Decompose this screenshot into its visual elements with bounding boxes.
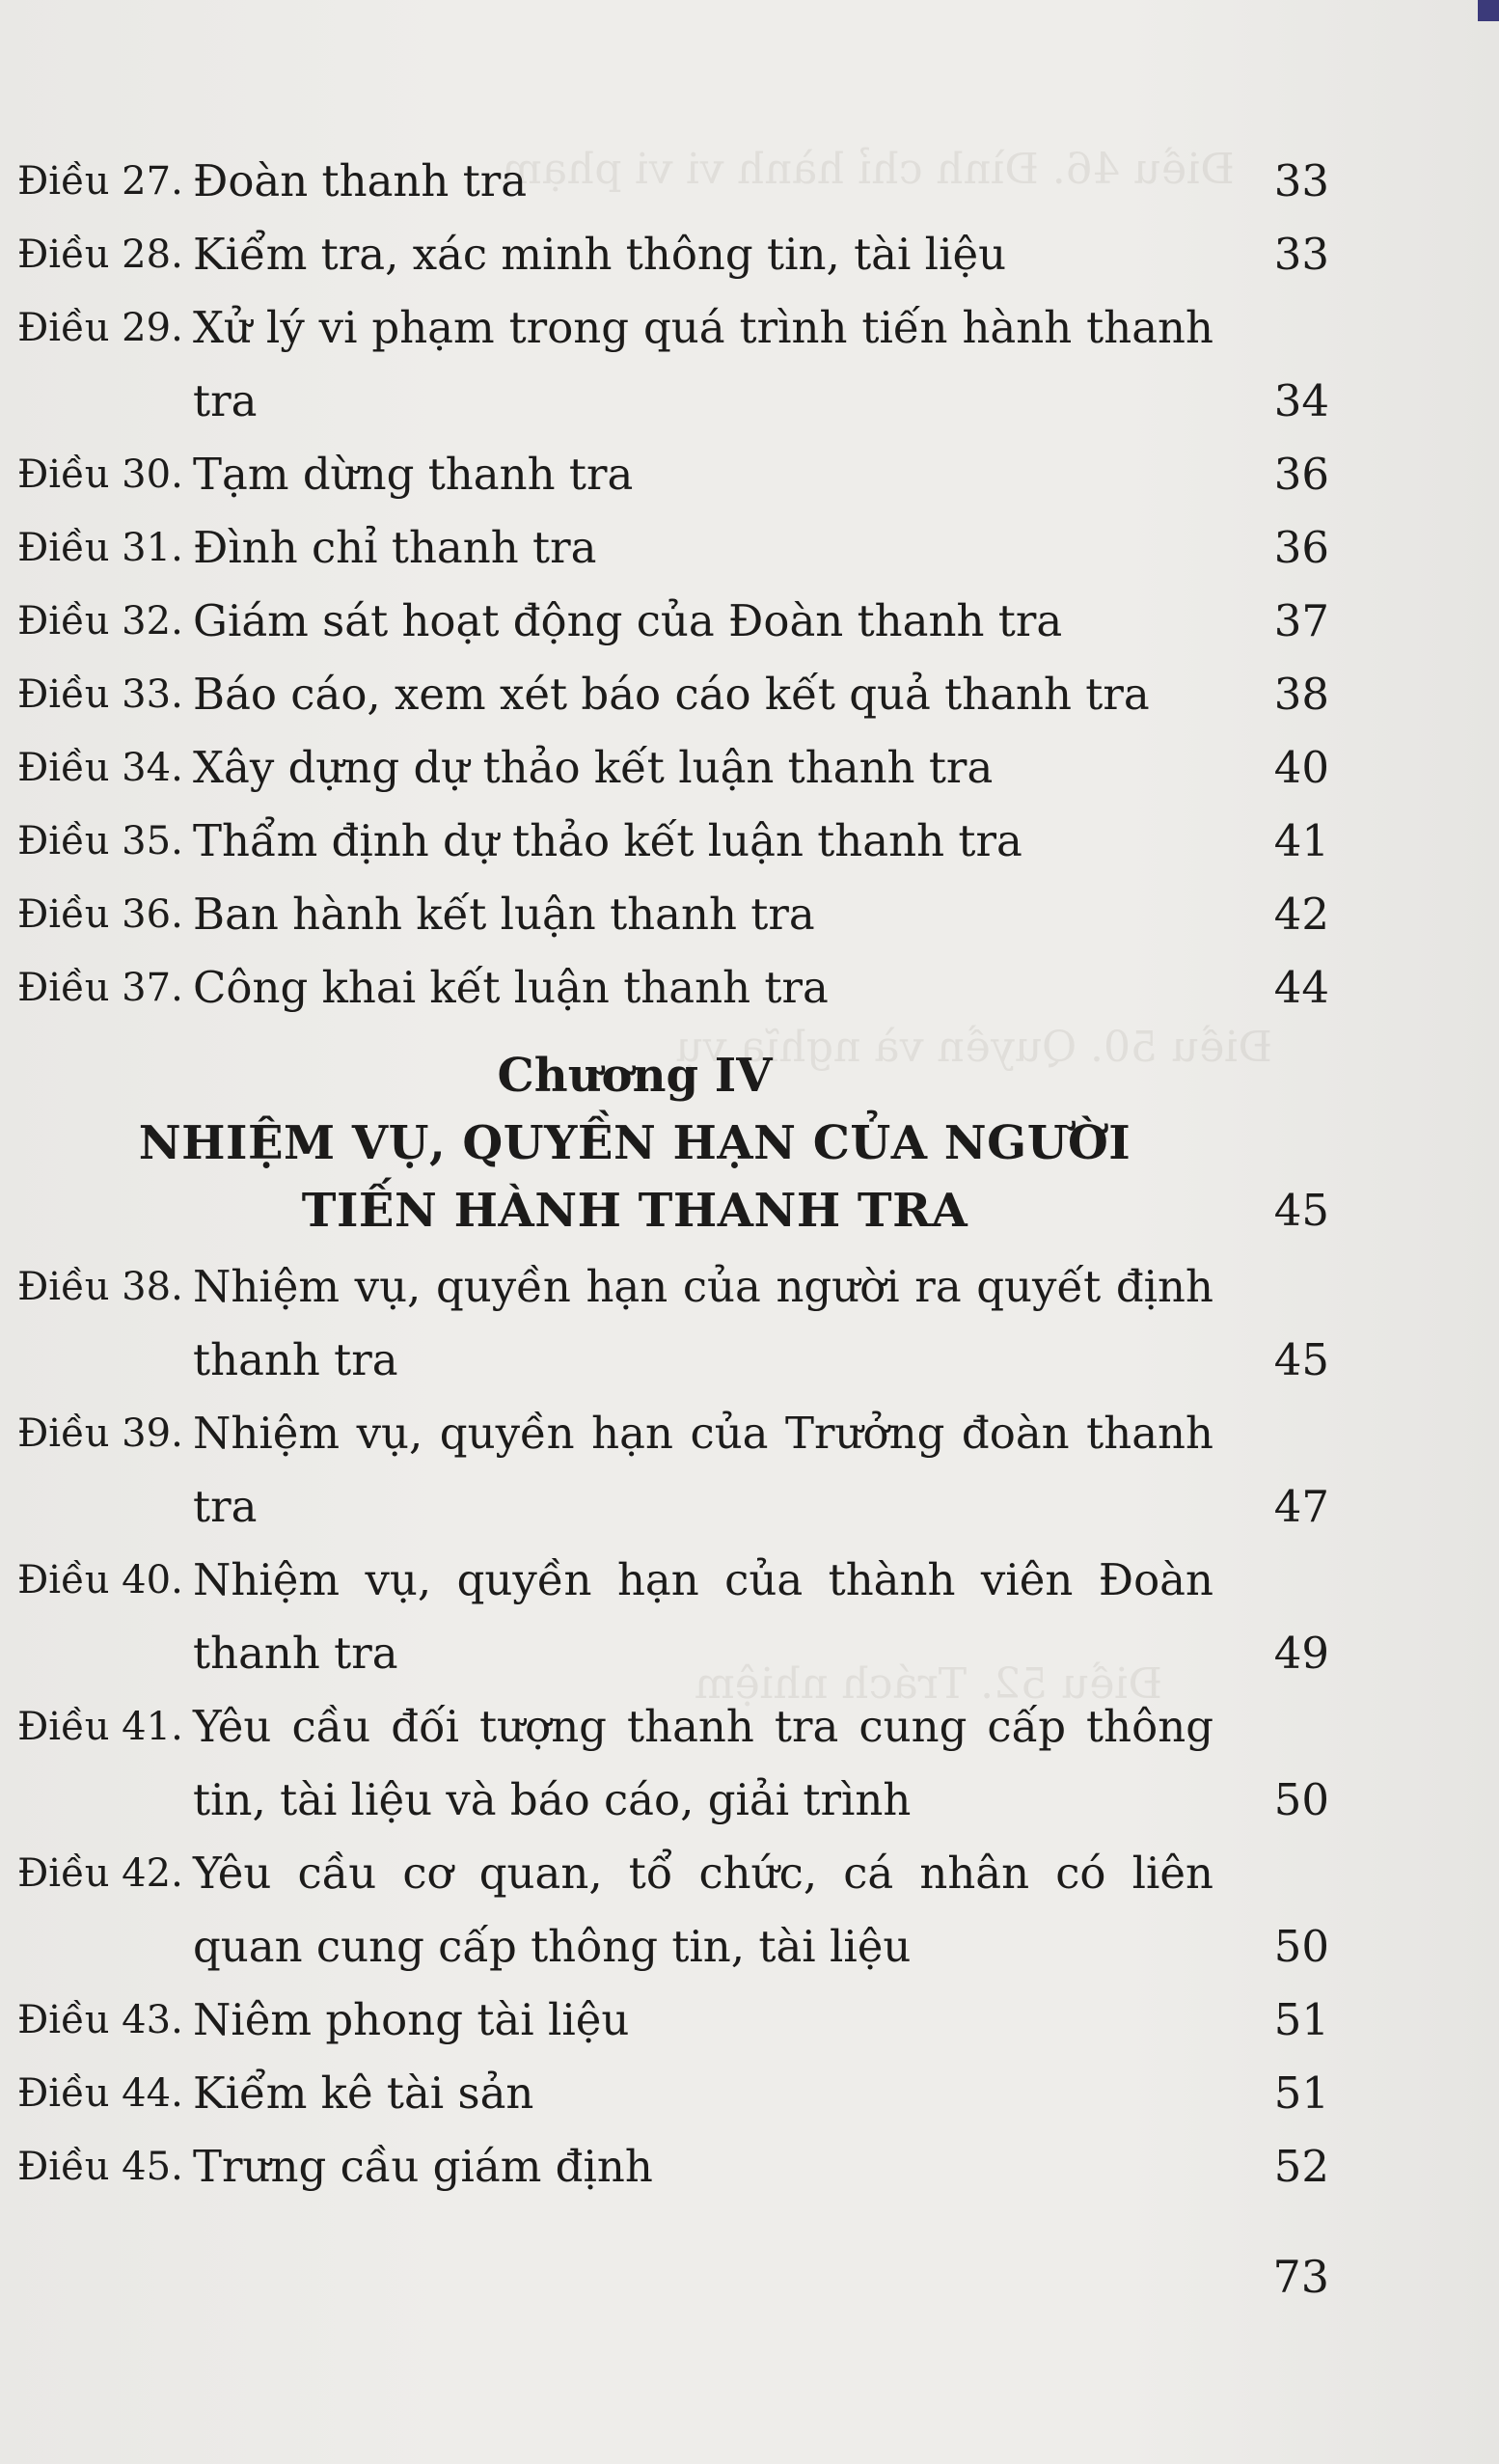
toc-entry-label: Điều 29. xyxy=(17,306,183,350)
toc-list-part-2 xyxy=(17,1250,1329,2204)
toc-entry-label: Điều 43. xyxy=(17,1998,183,2042)
toc-entry-label: Điều 36. xyxy=(17,892,183,937)
bleed-through-text: Điều 46. Đình chỉ hành vi vi phạm xyxy=(502,145,1235,194)
toc-entry-page-number: 45 xyxy=(1273,1334,1329,1385)
bleed-through-text: Điều 52. Trách nhiệm xyxy=(695,1659,1163,1709)
chapter-heading xyxy=(17,1042,1329,1245)
toc-entry-title: Đình chỉ thanh tra xyxy=(193,522,597,573)
toc-entry-page-number: 36 xyxy=(1273,522,1329,573)
toc-entry xyxy=(17,1544,1329,1690)
toc-entry-label: Điều 40. xyxy=(17,1558,183,1602)
toc-entry xyxy=(17,511,1329,585)
chapter-page-number: 45 xyxy=(1273,1185,1329,1236)
toc-entry xyxy=(17,1837,1329,1984)
toc-entry-label: Điều 30. xyxy=(17,452,183,497)
chapter-label: Chương IV xyxy=(497,1049,773,1103)
toc-entry-label: Điều 44. xyxy=(17,2071,183,2116)
toc-entry-title: Ban hành kết luận thanh tra xyxy=(193,889,815,940)
toc-entry-page-number: 34 xyxy=(1273,375,1329,426)
toc-entry-title: Yêu cầu cơ quan, tổ chức, cá nhân có liên quan cung cấp thông tin, tài liệu xyxy=(193,1848,1213,1972)
toc-entry-label: Điều 45. xyxy=(17,2145,183,2189)
toc-entry xyxy=(17,805,1329,878)
toc-entry-page-number: 52 xyxy=(1273,2141,1329,2192)
toc-entry-title: Xử lý vi phạm trong quá trình tiến hành thanh tra xyxy=(193,302,1213,426)
toc-entry-page-number: 37 xyxy=(1273,595,1329,646)
toc-entry xyxy=(17,878,1329,951)
toc-entry xyxy=(17,585,1329,658)
toc-entry-title: Niêm phong tài liệu xyxy=(193,1994,630,2045)
toc-entry-label: Điều 27. xyxy=(17,159,183,204)
page-corner-shadow xyxy=(1478,0,1499,21)
toc-entry-title: Yêu cầu đối tượng thanh tra cung cấp thông tin, tài liệu và báo cáo, giải trình xyxy=(193,1701,1213,1825)
toc-entry-label: Điều 42. xyxy=(17,1851,183,1896)
toc-entry-label: Điều 38. xyxy=(17,1265,183,1309)
toc-entry-page-number: 49 xyxy=(1273,1628,1329,1679)
toc-entry-page-number: 50 xyxy=(1273,1921,1329,1972)
toc-entry-title: Đoàn thanh tra xyxy=(193,155,528,206)
toc-entry-page-number: 42 xyxy=(1273,889,1329,940)
toc-entry-page-number: 36 xyxy=(1273,449,1329,500)
toc-entry-page-number: 33 xyxy=(1273,155,1329,206)
table-of-contents xyxy=(17,145,1329,2204)
toc-entry xyxy=(17,1690,1329,1837)
toc-entry-title: Xây dựng dự thảo kết luận thanh tra xyxy=(193,742,994,793)
toc-entry xyxy=(17,218,1329,291)
toc-entry-title: Thẩm định dự thảo kết luận thanh tra xyxy=(193,815,1022,866)
folio-page-number: 73 xyxy=(1272,2251,1329,2303)
toc-list-part-1 xyxy=(17,145,1329,1025)
toc-entry xyxy=(17,145,1329,218)
toc-entry xyxy=(17,731,1329,805)
toc-entry-label: Điều 28. xyxy=(17,233,183,277)
toc-entry-title: Giám sát hoạt động của Đoàn thanh tra xyxy=(193,595,1063,646)
toc-entry-title: Tạm dừng thanh tra xyxy=(193,449,634,500)
toc-entry-label: Điều 35. xyxy=(17,819,183,863)
toc-entry xyxy=(17,951,1329,1025)
toc-entry-page-number: 33 xyxy=(1273,229,1329,280)
chapter-title-line-1: NHIỆM VỤ, QUYỀN HẠN CỦA NGƯỜI xyxy=(138,1116,1131,1170)
toc-entry-page-number: 47 xyxy=(1273,1481,1329,1532)
toc-entry xyxy=(17,291,1329,438)
toc-entry-page-number: 50 xyxy=(1273,1774,1329,1825)
toc-entry-page-number: 44 xyxy=(1273,962,1329,1013)
toc-entry xyxy=(17,438,1329,511)
toc-entry-page-number: 40 xyxy=(1273,742,1329,793)
toc-entry-label: Điều 34. xyxy=(17,746,183,790)
toc-entry-page-number: 38 xyxy=(1273,669,1329,720)
toc-entry xyxy=(17,2130,1329,2204)
toc-entry-label: Điều 37. xyxy=(17,966,183,1010)
toc-entry-title: Nhiệm vụ, quyền hạn của thành viên Đoàn thanh tra xyxy=(193,1554,1213,1679)
toc-entry-page-number: 41 xyxy=(1273,815,1329,866)
toc-entry xyxy=(17,1397,1329,1544)
toc-entry xyxy=(17,2057,1329,2130)
toc-entry xyxy=(17,658,1329,731)
toc-entry-page-number: 51 xyxy=(1273,2067,1329,2119)
toc-entry-page-number: 51 xyxy=(1273,1994,1329,2045)
toc-entry xyxy=(17,1984,1329,2057)
toc-entry-title: Báo cáo, xem xét báo cáo kết quả thanh tra xyxy=(193,669,1150,720)
toc-entry-label: Điều 39. xyxy=(17,1411,183,1456)
toc-entry-label: Điều 32. xyxy=(17,599,183,643)
toc-entry xyxy=(17,1250,1329,1397)
toc-entry-title: Nhiệm vụ, quyền hạn của Trưởng đoàn thanh tra xyxy=(193,1408,1213,1532)
toc-entry-label: Điều 41. xyxy=(17,1705,183,1749)
bleed-through-text: Điều 50. Quyền và nghĩa vụ xyxy=(675,1023,1273,1072)
toc-entry-title: Công khai kết luận thanh tra xyxy=(193,962,829,1013)
toc-entry-title: Trưng cầu giám định xyxy=(193,2141,653,2192)
toc-entry-title: Kiểm kê tài sản xyxy=(193,2067,534,2119)
toc-entry-title: Kiểm tra, xác minh thông tin, tài liệu xyxy=(193,229,1007,280)
toc-entry-label: Điều 33. xyxy=(17,672,183,717)
chapter-title-line-2: TIẾN HÀNH THANH TRA xyxy=(301,1184,968,1238)
toc-entry-label: Điều 31. xyxy=(17,526,183,570)
toc-entry-title: Nhiệm vụ, quyền hạn của người ra quyết định thanh tra xyxy=(193,1261,1213,1385)
